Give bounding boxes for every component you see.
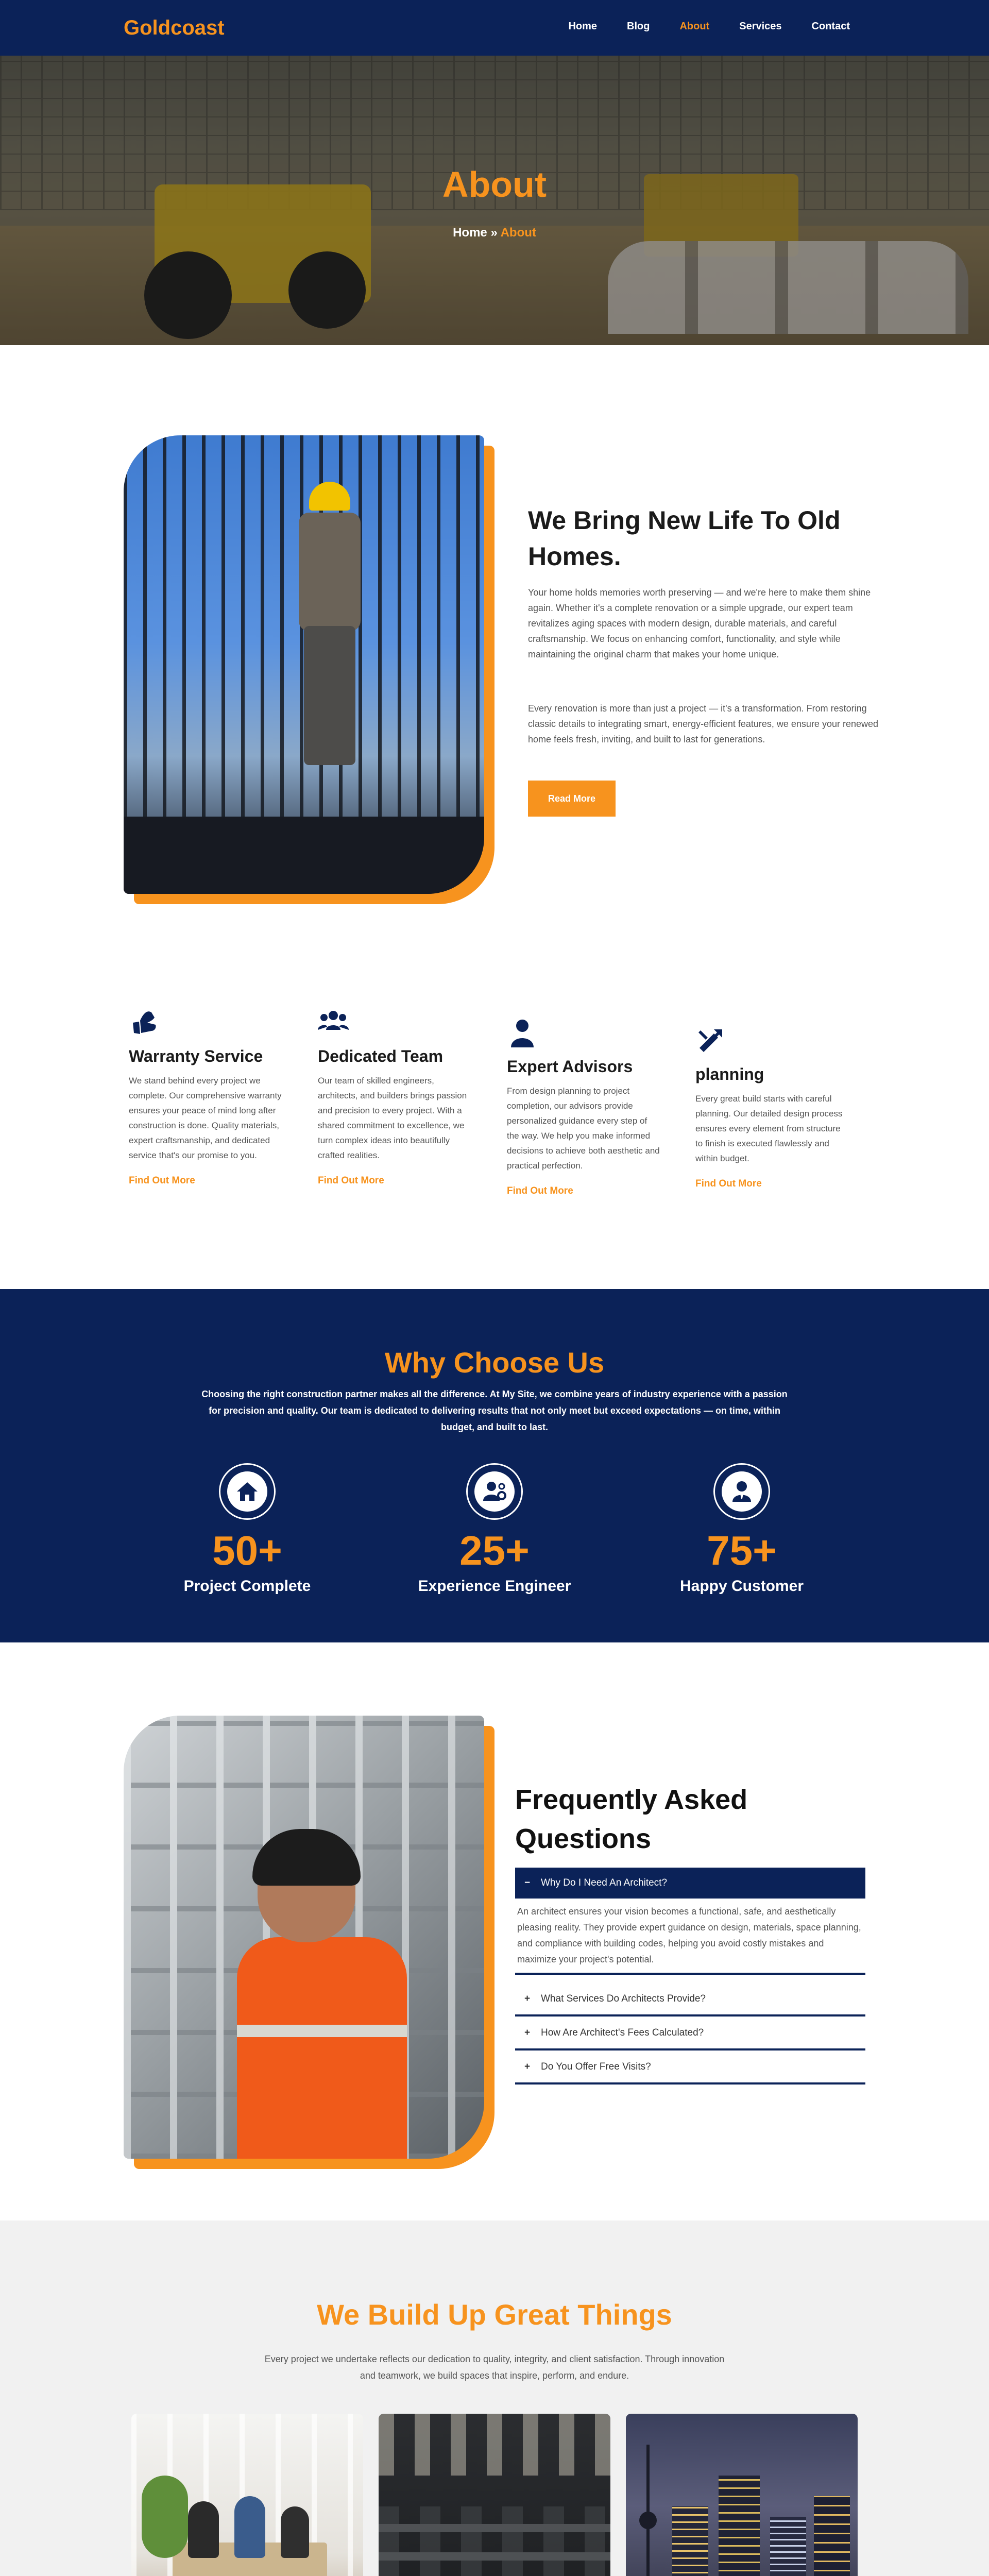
find-out-more-link[interactable]: Find Out More	[695, 1178, 762, 1189]
scaffold-base-graphic	[124, 817, 484, 894]
breadcrumb-home[interactable]: Home	[453, 226, 487, 240]
worker-graphic	[294, 482, 371, 770]
stat-customers	[649, 1463, 834, 1595]
projects-section	[0, 2221, 989, 2576]
faq-item	[515, 2052, 865, 2084]
faq-question[interactable]: − Why Do I Need An Architect?	[515, 1868, 865, 1899]
breadcrumb	[0, 226, 989, 240]
projects-text: Every project we undertake reflects our dedication to quality, integrity, and client satisfaction. Through innovation and teamwork, we build spaces that inspire, perform, and endure.	[264, 2354, 725, 2381]
service-text: From design planning to project completion, our advisors provide personalized guidance every step of the way. We help you make informed decisions to achieve both aesthetic and practical perfection.	[507, 1086, 660, 1171]
service-title: planning	[695, 1065, 764, 1083]
service-title: Expert Advisors	[507, 1057, 633, 1076]
projects-title: We Build Up Great Things	[317, 2298, 672, 2331]
nav-blog[interactable]: Blog	[627, 21, 650, 32]
project-card[interactable]	[131, 2414, 363, 2576]
tools-icon	[695, 1025, 726, 1056]
reflective-strip-graphic	[237, 2025, 407, 2037]
site-logo[interactable]: Goldcoast	[124, 16, 225, 39]
faq-question[interactable]: + Do You Offer Free Visits?	[524, 2061, 651, 2072]
nav-home[interactable]: Home	[568, 21, 598, 32]
about-paragraph-2: Every renovation is more than just a project — it's a transformation. From restoring classic details to integrating smart, energy-efficient features, we ensure your renewed home feels fresh, inviting, and built to last for generations.	[528, 703, 879, 744]
main-menu	[568, 21, 850, 32]
faq-heading: Frequently Asked Questions	[515, 1784, 748, 1854]
why-choose-us-section	[0, 1289, 989, 1642]
faq-image	[124, 1716, 494, 2169]
plus-icon: +	[524, 2027, 531, 2038]
stat-number: 75+	[707, 1528, 777, 1573]
plus-icon: +	[524, 2061, 531, 2072]
engineer-icon	[482, 1480, 507, 1503]
service-text: Our team of skilled engineers, architects, and builders brings passion and precision to every project. With a shared commitment to excellence, we turn complex ideas into beautifully crafted realities.	[318, 1076, 467, 1160]
breadcrumb-current: About	[500, 226, 536, 240]
service-title: Warranty Service	[129, 1047, 263, 1065]
about-paragraph-1: Your home holds memories worth preserving — and we're here to make them shine again. Whether it's a complete renovation or a simple upgrade, our expert team revitalizes aging spaces with modern design, durable materials, and careful craftsmanship. We focus on enhancing comfort, functionality, and style while maintaining the original charm that makes your home unique.	[528, 587, 871, 659]
faq-answer: An architect ensures your vision becomes a functional, safe, and aesthetically pleasing reality. They provide expert guidance on design, materials, space planning, and compliance with building codes, helping you avoid costly mistakes and maximize your project's potential.	[517, 1906, 861, 1964]
about-image	[124, 435, 494, 904]
breadcrumb-separator: »	[490, 226, 498, 240]
stat-number: 50+	[212, 1528, 282, 1573]
stat-projects	[155, 1463, 340, 1595]
nav-contact[interactable]: Contact	[811, 21, 850, 32]
stat-label: Experience Engineer	[418, 1578, 571, 1595]
page-title: About	[442, 164, 547, 205]
faq-photo	[124, 1716, 484, 2159]
nav-services[interactable]: Services	[739, 21, 782, 32]
service-warranty	[129, 1007, 283, 1187]
stat-label: Project Complete	[183, 1578, 311, 1595]
project-image	[131, 2414, 363, 2576]
stat-label: Happy Customer	[679, 1578, 804, 1595]
about-photo	[124, 435, 484, 894]
project-card[interactable]	[626, 2414, 858, 2576]
plus-icon: +	[524, 1993, 531, 2004]
faq-question[interactable]: + What Services Do Architects Provide?	[524, 1993, 706, 2004]
project-image	[626, 2414, 858, 2576]
project-card[interactable]	[379, 2414, 610, 2576]
faq-question[interactable]: + How Are Architect's Fees Calculated?	[524, 2027, 704, 2038]
project-image	[379, 2414, 610, 2576]
customer-icon	[731, 1480, 752, 1503]
top-navbar	[0, 0, 989, 56]
service-advisors	[507, 1018, 661, 1197]
nav-about[interactable]: About	[679, 21, 710, 32]
service-planning	[695, 1025, 850, 1190]
medal-icon	[129, 1007, 160, 1038]
service-text: We stand behind every project we complete. Our comprehensive warranty ensures your peace of mind long after construction is done. Quality materials, expert craftsmanship, and dedicated service that's our promise to you.	[129, 1076, 282, 1160]
why-text: Choosing the right construction partner makes all the difference. At My Site, we combine years of industry experience with a passion for precision and quality. Our team is dedicated to delivering results that not only meet but exceed expectations — on time, within budget, and built to last.	[201, 1389, 788, 1432]
faq-item	[515, 1868, 865, 1975]
service-text: Every great build starts with careful planning. Our detailed design process ensures every element from structure to finish is executed flawlessly and within budget.	[695, 1094, 843, 1163]
worker-vest-graphic	[237, 1937, 407, 2159]
service-title: Dedicated Team	[318, 1047, 444, 1065]
find-out-more-link[interactable]: Find Out More	[507, 1185, 573, 1196]
read-more-button[interactable]: Read More	[528, 781, 616, 817]
page-hero	[0, 56, 989, 345]
find-out-more-link[interactable]: Find Out More	[129, 1175, 195, 1186]
minus-icon: −	[524, 1877, 531, 1888]
faq-item	[515, 2018, 865, 2050]
why-title: Why Choose Us	[384, 1346, 605, 1379]
service-team	[318, 1007, 472, 1187]
stat-number: 25+	[459, 1528, 530, 1573]
find-out-more-link[interactable]: Find Out More	[318, 1175, 384, 1186]
advisor-icon	[507, 1018, 538, 1048]
faq-item	[515, 1984, 865, 2016]
stat-engineers	[402, 1463, 587, 1595]
about-heading: We Bring New Life To Old Homes.	[528, 506, 841, 571]
home-icon	[236, 1480, 259, 1503]
team-icon	[318, 1007, 349, 1038]
